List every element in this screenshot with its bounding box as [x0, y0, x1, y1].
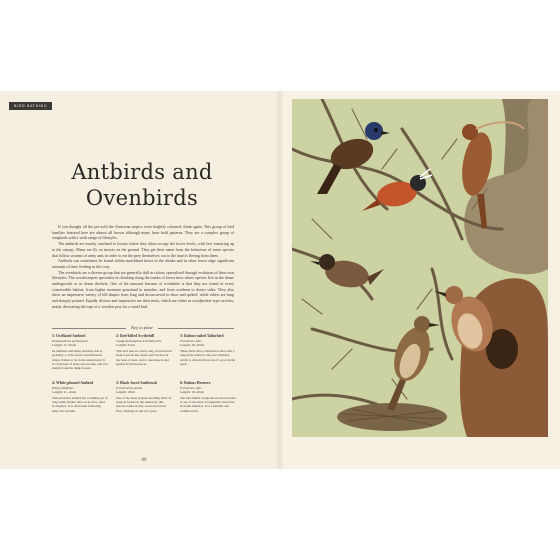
key-item-description: The bird builds a large mud oven nest that is one of the most recognisable structures in South America. It is a familiar and common bird.	[180, 395, 236, 413]
key-item	[52, 334, 108, 371]
key-item-description: This bird uses its vastly long, downcurved beak to probe into holes and crevices in the bark of trees, and to take insects and spiders from the leaves.	[116, 348, 172, 367]
ocellated-antbird	[317, 122, 390, 194]
key-item	[116, 334, 172, 371]
key-item	[52, 381, 108, 413]
antthrush	[310, 254, 384, 291]
body-text	[52, 224, 234, 310]
page-gutter	[276, 91, 284, 469]
key-item-length: Length: 17–20cm	[52, 343, 77, 348]
illustration-svg	[292, 99, 548, 437]
key-item-description: Its numbers and many antbirds, this is probably a of the most colourful nests where it likes to be in the understorey. It is a follower of army-ant swarms, and it is mainly found in damp forests.	[52, 348, 108, 371]
key-item-name: 5: Black-faced Antthrush	[116, 380, 157, 385]
key-item-name: 3: Rufous-tailed Tailorbird	[180, 334, 224, 338]
bird-illustration	[292, 99, 548, 437]
key-item-name: 4: White-plumed Antbird	[52, 380, 94, 385]
body-paragraph: The ovenbirds are a diverse group that are generally dull in colour, specialised through evolution of their own lifestyles. The woodcreepers specialise in climbing along the trunks of forest trees where species live in the dense undergrowth or in dense thickets. One of the unusual features of ovenbirds is that they are found in every conceivable habitat, from higher montane grassland to marshes, and from southern to desert sides. They also show an impressive variety of bill shapes from long and downcurved to short and spiked, while others are long and sharply pointed. Equally diverse and impressive are their nests, which are either in woodpecker-type cavities, neatly decorating the tops of a wooden post for a small bird.	[52, 269, 234, 309]
page-number: 80	[141, 458, 147, 463]
key-item-length: Length: 18–20cm	[180, 343, 205, 348]
key-item-length: Length: 18–20cm	[180, 390, 205, 395]
key-item-scientific: Furnarius rufus	[180, 339, 202, 343]
key-item-scientific: Pithys albifrons	[52, 385, 74, 390]
twigs	[302, 109, 487, 399]
key-item	[180, 381, 236, 413]
foliage-bird	[387, 316, 440, 411]
key-item-scientific: Phaenostictus mcleannani	[52, 339, 88, 343]
key-item-description: This attractive antbird has a striking set of long white feather tufts on its face, used in displays. It is often seen following army-ant swarms.	[52, 395, 108, 413]
right-page	[280, 91, 560, 469]
left-page	[0, 91, 280, 469]
key-item	[180, 334, 236, 371]
key-item-description: One of the most ground-dwelling birds of tropical forests in the Americas, this species walks slowly across the forest floor, flicking its tail as it goes.	[116, 395, 171, 413]
white-plumed-antbird	[362, 169, 432, 211]
body-paragraph: Antbirds can sometimes be found within marshland forest in the shrubs and in other forest edge significant amounts of time feeding in this way.	[52, 258, 234, 269]
key-item-description: These birds have a distinctive nest with a long entry tunnel to the nest chamber, which is often built on top of a post in the open.	[180, 348, 236, 367]
section-tab: BIRD BATHING	[9, 102, 52, 110]
key-label: Key to plate	[131, 325, 153, 330]
book-spread	[0, 91, 560, 469]
page-title: Antbirds and Ovenbirds	[71, 160, 213, 210]
key-item-length: Length: 11–12cm	[52, 390, 76, 395]
key-item-scientific: Formicarius analis	[116, 385, 143, 390]
key-item-length: Length: 18cm	[116, 390, 135, 395]
key-divider-left	[52, 328, 126, 329]
key-item-length: Length: 25cm	[116, 343, 135, 348]
key-item-scientific: Campylorhamphus trochilirostris	[116, 339, 162, 343]
key-grid	[52, 334, 236, 413]
body-paragraph: The antbirds are mostly confined to forests where they often occupy the lower levels, with few venturing up to the canopy. Many are fly on insects on the ground. They get their name from the behaviour of some species that follow swarms of army ants in order to eat the prey themselves out to the insects fleeing from them.	[52, 241, 234, 258]
key-item-name: 2: Red-billed Scythebill	[116, 334, 154, 338]
key-item	[116, 381, 172, 413]
key-item-name: 6: Rufous Hornero	[180, 380, 211, 385]
key-item-name: 1: Ocellated Antbird	[52, 334, 86, 338]
key-divider-right	[158, 328, 234, 329]
body-paragraph: If you thought all the pre-sold the American tropics were brightly coloured, think again. This group of bird families featured here are almost all brown although many have bold patterns. They are a complex group of songbirds with a wide range of lifestyles.	[52, 224, 234, 241]
key-item-scientific: Furnarius rufus	[180, 385, 202, 390]
